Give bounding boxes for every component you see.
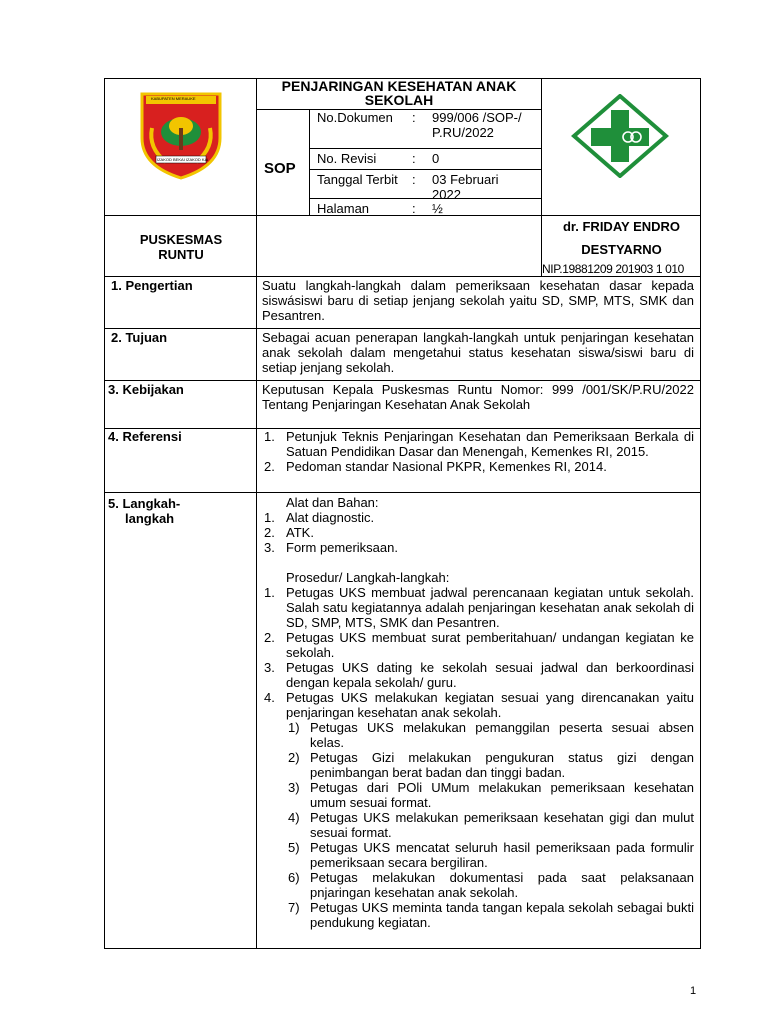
sub-list-item <box>286 870 694 900</box>
sub-list-item <box>286 720 694 750</box>
sub-list-item-text: Petugas melakukan dokumentasi pada saat pelaksanaan pnjaringan kesehatan anak sekolah. <box>310 870 694 900</box>
list-item-number: 1. <box>264 510 275 525</box>
list-item-number: 1. <box>264 585 275 600</box>
list-item-number: 4. <box>264 690 275 705</box>
footer-page-number: 1 <box>690 985 697 997</box>
section-text-kebijakan: Keputusan Kepala Puskesmas Runtu Nomor: 999 /001/SK/P.RU/2022 Tentang Penjaringan Kesehatan Anak Sekolah <box>262 382 694 412</box>
revision-label: No. Revisi <box>317 151 377 166</box>
regency-logo <box>136 88 226 180</box>
puskesmas-logo <box>571 94 669 178</box>
issue-date-label: Tanggal Terbit <box>317 172 398 187</box>
referensi-list <box>262 429 694 474</box>
doc-number-value: 999/006 /SOP-/P.RU/2022 <box>432 110 522 140</box>
list-item-number: 2. <box>264 630 275 645</box>
revision-colon: : <box>412 151 416 166</box>
signer-name: dr. FRIDAY ENDRO DESTYARNO <box>562 219 681 257</box>
list-item <box>262 540 694 555</box>
prosedur-heading: Prosedur/ Langkah-langkah: <box>286 570 450 585</box>
signer-nip: NIP.19881209 201903 1 010 <box>542 262 684 276</box>
revision-value: 0 <box>432 151 440 166</box>
sub-list-item-text: Petugas UKS mencatat seluruh hasil pemeriksaan pada formulir pemeriksaan secara bergiliran. <box>310 840 694 870</box>
page-colon: : <box>412 201 416 216</box>
section-text-tujuan: Sebagai acuan penerapan langkah-langkah untuk penjaringan kesehatan anak sekolah dalam mengetahui status kesehatan siswa/siswi baru di setiap jenjang sekolah. <box>262 330 694 375</box>
list-item-number: 2. <box>264 459 275 474</box>
list-item-text: ATK. <box>286 525 314 540</box>
sub-list-item-text: Petugas UKS melakukan pemeriksaan kesehatan gigi dan mulut sesuai format. <box>310 810 694 840</box>
document-title: PENJARINGAN KESEHATAN ANAK SEKOLAH <box>281 78 517 108</box>
sub-list-item <box>286 840 694 870</box>
sub-list-item-text: Petugas UKS melakukan pemanggilan peserta sesuai absen kelas. <box>310 720 694 750</box>
puskesmas-cross-icon <box>571 94 669 178</box>
list-item <box>262 690 694 720</box>
list-item <box>262 630 694 660</box>
langkah-content <box>262 495 694 930</box>
doc-number-colon: : <box>412 110 416 125</box>
section-label-langkah-2: langkah <box>125 511 175 526</box>
sub-list-item-text: Petugas dari POli UMum melakukan pemeriksaan kesehatan umum sesuai format. <box>310 780 694 810</box>
list-item <box>262 525 694 540</box>
regency-emblem-icon <box>136 88 226 180</box>
list-item-text: Petugas UKS membuat surat pemberitahuan/ undangan kegiatan ke sekolah. <box>286 630 694 660</box>
sub-list-item-number: 7) <box>288 900 300 915</box>
alat-heading: Alat dan Bahan: <box>286 495 379 510</box>
section-label-tujuan: 2. Tujuan <box>111 330 168 345</box>
list-item-number: 3. <box>264 540 275 555</box>
regency-logo-text: KABUPATEN MERAUKE <box>151 96 196 101</box>
list-item-text: Petugas UKS membuat jadwal perencanaan kegiatan untuk sekolah. Salah satu kegiatannya adalah penjaringan kesehatan anak sekolah di SD, SMP, MTS, SMK dan Pesantren. <box>286 585 694 630</box>
sub-list-item-number: 1) <box>288 720 300 735</box>
sub-list-item-number: 3) <box>288 780 300 795</box>
list-item-text: Petunjuk Teknis Penjaringan Kesehatan dan Pemeriksaan Berkala di Satuan Pendidikan Dasar dan Menengah, Kemenkes RI, 2015. <box>286 429 694 459</box>
list-item-text: Petugas UKS melakukan kegiatan sesuai yang direncanakan yaitu penjaringan kesehatan anak sekolah. <box>286 690 694 720</box>
sub-list-item-text: Petugas UKS meminta tanda tangan kepala sekolah sebagai bukti pendukung kegiatan. <box>310 900 694 930</box>
page-label: Halaman <box>317 201 370 216</box>
section-label-pengertian: 1. Pengertian <box>111 278 193 293</box>
list-item-text: Petugas UKS dating ke sekolah sesuai jadwal dan berkoordinasi dengan kepala sekolah/ guru. <box>286 660 694 690</box>
sub-list-item <box>286 810 694 840</box>
sub-list <box>262 720 694 930</box>
list-item <box>262 459 694 474</box>
section-label-referensi: 4. Referensi <box>108 429 182 444</box>
issue-date-value: 03 Februari 2022 <box>432 172 499 202</box>
section-label-langkah-1: 5. Langkah- <box>108 496 181 511</box>
sub-list-item-number: 4) <box>288 810 300 825</box>
puskesmas-name: PUSKESMAS RUNTU <box>139 232 223 262</box>
list-item-number: 2. <box>264 525 275 540</box>
sub-list-item <box>286 780 694 810</box>
sub-list-item-number: 5) <box>288 840 300 855</box>
sop-label: SOP <box>264 160 296 177</box>
section-text-pengertian: Suatu langkah-langkah dalam pemeriksaan kesehatan dasar kepada siswásiswi baru di setiap jenjang sekolah yaitu SD, SMP, MTS, SMK dan Pesantren. <box>262 278 694 323</box>
sub-list-item-number: 6) <box>288 870 300 885</box>
sub-list-item-number: 2) <box>288 750 300 765</box>
list-item-number: 1. <box>264 429 275 444</box>
sub-list-item <box>286 900 694 930</box>
list-item <box>262 510 694 525</box>
page-value: ½ <box>432 201 443 216</box>
list-item-text: Pedoman standar Nasional PKPR, Kemenkes RI, 2014. <box>286 459 607 474</box>
sub-list-item <box>286 750 694 780</box>
section-label-kebijakan: 3. Kebijakan <box>108 382 184 397</box>
list-item <box>262 429 694 459</box>
list-item <box>262 585 694 630</box>
list-item-text: Alat diagnostic. <box>286 510 375 525</box>
doc-number-label: No.Dokumen <box>317 110 393 125</box>
list-item-number: 3. <box>264 660 275 675</box>
list-item-text: Form pemeriksaan. <box>286 540 398 555</box>
issue-date-colon: : <box>412 172 416 187</box>
list-item <box>262 660 694 690</box>
sub-list-item-text: Petugas Gizi melakukan pengukuran status gizi dengan penimbangan berat badan dan tinggi badan. <box>310 750 694 780</box>
regency-logo-motto: IZAKOD BEKAI IZAKOD KAI <box>157 157 209 162</box>
